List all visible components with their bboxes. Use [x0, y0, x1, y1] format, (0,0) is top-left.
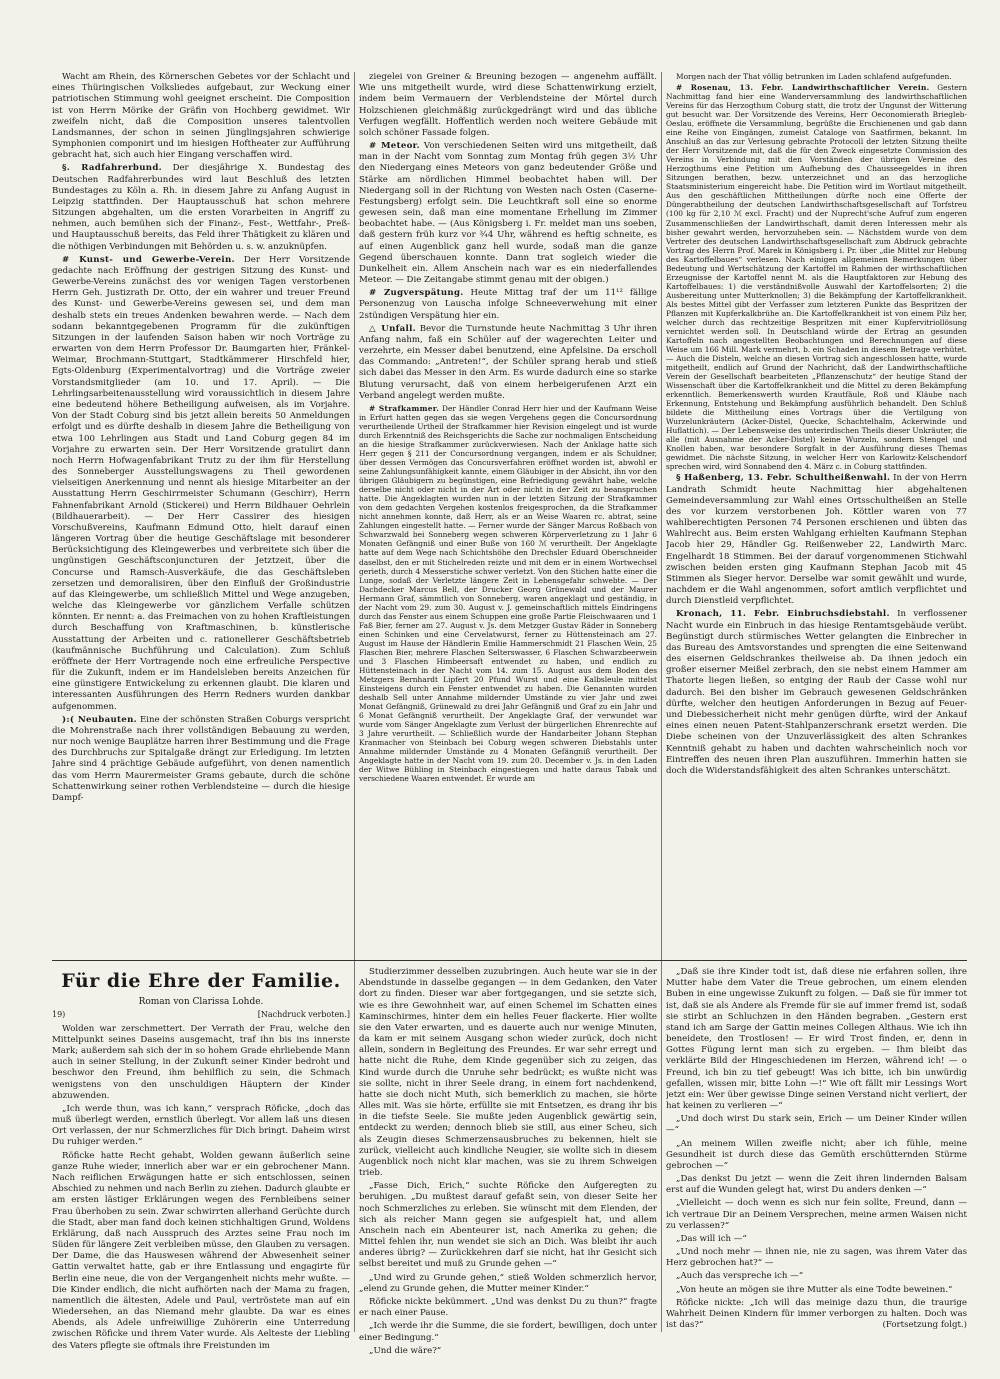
article-paragraph: Morgen nach der That völlig betrunken im Laden schlafend aufgefunden.: [676, 72, 952, 81]
novel-column-3: [666, 967, 967, 1362]
novel-column-2: [359, 967, 657, 1362]
novel-paragraph: Röficke nickte bekümmert. „Und was denkst Du zu thun?“ fragte er nach einer Pause.: [359, 1296, 657, 1319]
article-radfahrerbund: [52, 163, 350, 252]
novel-paragraph: „Von heute an mögen sie ihre Mutter als eine Todte beweinen.“: [676, 1284, 953, 1295]
article-heading: # Kunst- und Gewerbe-Verein.: [62, 254, 235, 265]
novel-paragraph: „Und noch mehr — ihnen nie, nie zu sagen, was ihrem Vater das Herz gebrochen hat?“ —: [666, 1247, 967, 1269]
article-text: Der Händler Conrad Herr hier und der Kaufmann Weise in Erfurt hatten gegen das sie wegen Vergehens gegen die Concursordnung verurtheilende Urtheil der Strafkammer hier Revision eingelegt und ist wurde durch Erkenntniß des Reichsgerichts die Sache zur nochmaligen Entscheidung an die hiesige Strafkammer zurückverwiesen. Nach der Anklage hatte sich Herr gegen § 211 der Concursordnung vergangen, indem er als Schuldner, über dessen Vermögen das Concursverfahren eröffnet worden ist, abwohl er seine Zahlungsunfähigkeit kannte, einem Gläubiger in der Absicht, ihn vor den übrigen Gläubigern zu begünstigen, eine Befriedigung gewährt habe, welche derselbe nicht oder nicht in der Art oder nicht in der Zeit zu beanspruchen hatte. Die Angeklagten wurden nun in der letzten Sitzung der Strafkammer von dem gedachten Vergehen kostenlos freigesprochen, da die Strafkammer nicht annehmen konnte, daß Herr, als er an Weise Waaren rc. abtrat, seine Zahlungen eingestellt hatte. — Ferner wurde der Sänger Marcus Roßbach von Schwarzwald bei Sonneberg wegen schweren Körperverletzung zu 1 Jahr 6 Monaten Gefängniß und einer Buße von 160 ℳ verurtheilt. Der Angeklagte hatte auf dem Wege nach Schichtshöhe den Drechsler Eduard Oberschneider daselbst, den er mit Stichelreden reizte und mit dem er in einem Wortwechsel gerieth, durch 4 Messerstiche schwer verletzt. Von den Stichen hatte einer die Lunge, sodaß der Verletzte längere Zeit in Lebensgefahr schwebte. — Der Dachdecker Marcus Bell, der Drucker Georg Grünewald und der Maurer Hermann Graf, sämmtlich von Sonneberg, waren angeklagt und geständig, in der Nacht vom 29. zum 30. August v. J. gemeinschaftlich mittels Eindringens durch das Fenster aus einem Schuppen eine große Partie Fleischwaaren und 1 Faß Bier, ferner am 27. August v. Js. dem Metzger Gustav Räder in Sonneberg einen Schinken und eine Cervelatwurst, ferner zu Hüttensteinach am 27. August im Hause der Händlerin Emilie Hammerschmidt 21 Flaschen Wein, 25 Flaschen Bier, mehrere Flaschen Selterswasser, 6 Flaschen Schwarzbeerwein und 3 Flaschen Himbeersaft entwendet zu haben, und endlich zu Hüttensteinach in der Nacht vom 14. zum 15. August aus dem Boden des Metzgers Bernhardt Lipfert 20 Pfund Wurst und eine Kalbsleule mittelst Einsteigens durch ein Fenster entwendet zu haben. Die Genannten wurden deshalb Sell unter Annahme mildernder Umstände zu vier Jahr und zwei Monat Gefängniß, Grünewald zu drei Jahr Gefängniß und Graf zu ein Jahr und 6 Monat Gefängniß verurtheilt. Der Angeklagte Graf, der verwundet war wurde vom Sänger Angeklagte zum Verlust der bürgerlichen Ehrenrechte auf 3 Jahre verurtheilt. — Schließlich wurde der Handarbeiter Johann Stephan Kranmacher von Steinbach bei Coburg wegen schweren Diebstahls unter Annahme mildernder Umstände zu 4 Monaten Gefängniß verurtheilt. Der Angeklagte hatte in der Nacht vom 19. zum 20. December v. Js. in den Laden der Witwe Bühling in Steinbach eingestiegen und hatte daraus Tabak und verschiedene Waaren entwendet. Er wurde am: [359, 403, 657, 784]
article-text: In der von Herrn Landrath Schmidt heute Nachmittag hier abgehaltenen Gemeindeversammlung zur Wahl eines Ortsschultheißen an Stelle des vor kurzem verstorbenen Joh. Köttler waren von 77 wahlberechtigten Personen 74 Personen erschienen und übten das Wahlrecht aus. Beim ersten Wahlgang erhielten Kaufmann Stephan Jacob hier 29, Händler Gg. Reißenweber 22, Landwirth Marc. Engelhardt 18 Stimmen. Bei der darauf vorgenommenen Stichwahl zwischen beiden ersten ging Kaufmann Stephan Jacob mit 45 Stimmen als Sieger hervor. Derselbe war somit gewählt und wurde, nachdem er die Wahl angenommen, sofort amtlich verpflichtet und durch Dienstleid verpflichtet.: [666, 473, 967, 607]
news-column-2: [359, 72, 657, 952]
news-column-3: [666, 72, 967, 952]
novel-paragraph: Wolden war zerschmettert. Der Verrath der Frau, welche den Mittelpunkt seines Daseins ausgemacht, traf ihn bis ins innerste Mark; außerdem sah sich der in so hohem Grade ehrliebende Mann auch in seiner Stellung, in der Zukunft seiner Kinder bedroht und beschwor den Freund, ihm behilflich zu sein, die Schmach wenigstens von den unschuldigen Häuptern der Kinder abzuwenden.: [52, 1023, 350, 1101]
novel-paragraph: „Auch das verspreche ich —“: [676, 1271, 804, 1282]
article-heading: # Rosenau, 13. Febr. Landwirthschaftlicher Verein.: [676, 83, 930, 93]
article-meteor: [359, 141, 657, 286]
article-zugverspaetung: [359, 288, 657, 322]
article-heading: §. Radfahrerbund.: [62, 163, 162, 174]
article-unfall: [359, 324, 657, 402]
article-hassenberg: [666, 473, 967, 607]
novel-author: Roman von Clarissa Lohde.: [138, 996, 264, 1007]
continuation-note: (Fortsetzung folgt.): [882, 1320, 967, 1331]
article-heading: # Zugverspätung.: [369, 288, 464, 299]
novel-paragraph: Röficke hatte Recht gehabt, Wolden gewann äußerlich seine ganze Ruhe wieder, innerlich aber war er ein gebrochener Mann. Nach reiflichen Erwägungen hatte er sich entschlossen, seinen Abschied zu nehmen und nach Berlin zu ziehen. Dadurch glaubte er am ersten lästiger Erklärungen wegen des Fernbleibens seiner Frau überhoben zu sein. Zwar schwirrten allerhand Gerüchte durch die Stadt, aber man fand doch keinen stichhaltigen Grund, Woldens Erklärung, daß nach Ausspruch des Arztes seine Frau noch im Süden für längere Zeit verbleiben müsse, den Glauben zu versagen. Der Dame, die das Hauswesen während der Abwesenheit seiner Gattin verwaltet hatte, gab er ihre Entlassung und engagirte für Berlin eine neue, die von der Vergangenheit nichts mehr wußte. — Die Kinder endlich, die nicht aufhörten nach der Mama zu fragen, namentlich die ältesten, Adele und Paul, vertröstete man auf ein Wiedersehen, an das Niemand mehr glaubte. Da war es eines Abends, als Adele unfreiwillige Zuhörerin eine Unterredung zwischen Röficke und ihrem Vater wurde. Als Aelteste der Liebling des Vaters pflegte sie oftmals ihre Freistunden im: [52, 1150, 350, 1351]
article-rosenau: [666, 83, 967, 471]
article-heading: △ Unfall.: [369, 323, 416, 334]
column-divider: [354, 72, 355, 1332]
article-heading: § Haßenberg, 13. Febr. Schultheißenwahl.: [676, 473, 891, 484]
novel-paragraph: „Das denkst Du jetzt — wenn die Zeit ihren lindernden Balsam erst auf die Wunden gelegt hat, wirst Du anders denken —“: [666, 1174, 967, 1196]
article-text: Heute Mittag traf der um 11¹² fällige Personenzug von Lauscha infolge Schneeverwehung mit einer 2stündigen Verspätung hier ein.: [359, 288, 657, 321]
reprint-notice: [Nachdruck verboten.]: [257, 1010, 350, 1020]
novel-text: Röficke nickte: „Ich will das meinige dazu thun, die traurige Wahrheit Deinen Kindern für immer verborgen zu halten. Doch was ist das?“: [666, 1297, 967, 1331]
article-text: Von verschiedenen Seiten wird uns mitgetheilt, daß man in der Nacht vom Sonntag zum Montag früh gegen 3½ Uhr den Niedergang eines Meteors von ganz bedeutender Größe und Stärke am nördlichen Himmel beobachtet haben will. Der Niedergang soll in der Richtung von Westen nach Osten (Caserne-Festungsberg) erfolgt sein. Die Leuchtkraft soll eine so enorme gewesen sein, daß man eine momentane Erhellung im Zimmer beobachtet habe. — (Aus Königsberg i. Fr. meldet man uns soeben, daß gestern früh kurz vor ¾4 Uhr, während es heftig schneite, es auf einen Augenblick ganz hell wurde, sodaß man die ganze Gegend überschauen konnte. Dann trat sogleich wieder die Dunkelheit ein. Allem Anschein nach war es ein niederfallendes Meteor. — Die Zeitangabe stimmt genau mit der obigen.): [359, 141, 657, 286]
article-kunstverein: [52, 255, 350, 713]
article-text: Gestern Nachmittag fand hier eine Wanderversammlung des landwirthschaftlichen Vereins für das Herzogthum Coburg statt, die trotz der Ungunst der Witterung gut besucht war. Der Vorsitzende des Vereins, Herr Oeconomierath Briegleb-Oeslau, eröffnete die Versammlung, begrüßte die Erschienenen und gab dann eine Reihe von Eingängen, zumeist Cataloge von Saatfirmen, bekannt. Im Anschluß an das zur Verlesung gebrachte Protocoll der letzten Sitzung theilte der Herr Vorsitzende mit, daß die für den Zweck eingesetzte Commission des Vereins in Verbindung mit den Vorständen der übrigen Vereine des Herzogthums eine Petition um Aufhebung des Chausseegeldes in ihren Sitzungen berathen, bezw. unterzeichnet und an das herzogliche Staatsministerium eingereicht habe. Die Petition wird im Wortlaut mitgetheilt. Aus den geschäftlichen Mittheilungen dürfte noch eine Offerte der Düngerabtheilung der deutschen Landwirthschaftsgesellschaft auf Torfstreu (100 kg für 2,10 ℳ excl. Fracht) und der Nuprecht'sche Aufruf zum engeren Zusammenschließen der Landwirthschaft, damit deren Interessen mehr als bisher gewahrt werden, hervorzuheben sein. — Nächstdem wurde von dem Vertreter des deutschen Landwirthschaftsgesellschaft zum Abdruck gebrachte Vortrag des Herrn Prof. Marek in Königsberg i. Pr. über „die Mittel zur Hebung des Kartoffelbaues“ verlesen. Nach einigen allgemeinen Bemerkungen über Bedeutung und Wertschätzung der Kartoffel im Rahmen der wirthschaftlichen Erzeugnisse der Kartoffel nennt M. als die Hauptfaktoren zur Hebung des Kartoffelbaues: 1) die verständnißvolle Auswahl der Kartoffelsorten; 2) die Ausbereitung unter Mutterknollen; 3) die Bekämpfung der Kartoffelkrankheit. Als bestes Mittel gibt der Verfasser zum letzteren Punkte das Bespritzen der Pflanzen mit Kupferkalkbrühe an. Die Kartoffelkrankheit ist von einem Pilz her, welcher durch das rechtzeitige Bespritzen mit einer Kupfervitriollösung vernichtet werden soll. In Deutschland würde der Ertrag an gesunden Kartoffeln nach angestellten Beobachtungen und Berechnungen auf diese Weise um 166 Mill. Mark vermehrt, b. ein Schaden in diesem Betrage verhütet. — Auch die Disteln, welche an diesen Vortrag sich angeschlossen hatte, wurde mitgetheilt, endlich auf Grund der Nachricht, daß der Landwirthschaftliche Verein der Gesellschaft bearbeiteten „Pflanzenschutz“ der heutige Stand der Wissenschaft über die Kartoffelkrankheit und die Mittel zu deren Bekämpfung erkenntlich. Bemerkenswerth wurden Krautfäule, Roß und Kläube nach Erkennung, Entstehung und Bekämpfung ausführlich behandelt. Den Schluß bildete die Mittheilung eines Vortrags über die Vertilgung von Wurzelunkräutern (Acker-Distel, Quecke, Schachtelhalm, Ackerwinde und Huflattich). — Der Lebensweise des unterirdischen Theils dieser Unkräuter, die alle (mit Ausnahme der Acker-Distel) keine Wurzeln, sondern Stengel und Knollen haben, war besondere Sorgfalt in der Ausführung dieses Themas gewidmet. Die nächste Sitzung, in welcher Herr von Karlowitz-Kelschendorf sprechen wird, wird Sonnabend den 4. März c. in Coburg stattfinden.: [666, 83, 967, 472]
article-paragraph: ziegelei von Greiner & Breuning bezogen — angenehm auffällt. Wie uns mitgetheilt wurde, wird diese Schattenwirkung erzielt, indem beim Vermauern der Verblendsteine der Mörtel durch Holzschienen gleichmäßig zurückgedrängt wird und das übliche Verfugen wegfällt. Hoffentlich werden noch weitere Gebäude mit solch schöner Fassade folgen.: [359, 72, 657, 138]
article-paragraph: Wacht am Rhein, des Körnerschen Gebetes vor der Schlacht und eines Thüringischen Volksliedes aufgebaut, zur Weckung einer patriotischen Stimmung wohl geeignet erscheint. Die Composition ist von Herrn Mörike der Gräfin von Hochberg gewidmet. Wir zweifeln nicht, daß die Composition unseres talentvollen Landsmannes, der schon in seinen Jünglingsjahren schwierige Symphonien componirt und im hiesigen Hoftheater zur Aufführung gebracht hat, sich auch hier Eingang verschaffen wird.: [52, 72, 350, 161]
article-text: Der Herr Vorsitzende gedachte nach Eröffnung der gestrigen Sitzung des Kunst- und Gewerbe-Vereins zunächst des vor wenigen Tagen verstorbenen Herrn Geh. Justizrath Dr. Otto, der ein wahrer und treuer Freund des Kunst- und Gewerbe-Vereins gewesen sei, und dem man deshalb stets ein treues Andenken bewahren werde. — Nach dem sodann bekanntgegebenen Programm für die zukünftigen Sitzungen in der laufenden Saison haben wir noch Vorträge zu erwarten von dem Herrn Professor Dr. Baumgarten hier, Fränkel-Weimar, Brochmann-Stuttgart, Stadtkämmerer Hirschfeld hier, Egts-Oldenburg (Experimentalvortrag) und die Vorträge zweier Vorstandsmitglieder (am 10. und 17. April). — Die Lehrlingsarbeitenausstellung wird voraussichtlich in diesem Jahre eine bedeutend höhere Betheiligung aufweisen, als im Vorjahre. Von der Stadt Coburg sind bis jetzt allein bereits 50 Anmeldungen erfolgt und es dürfte deshalb in diesem Jahre die Betheiligung von etwa 100 Lehrlingen aus Stadt und Land Coburg gegen 84 im Vorjahre zu erwarten sein. Der Herr Vorsitzende gratulirt dann noch Herrn Hofwagenfabrikant Trutz zu der ihm für Herstellung des Sonneberger Ausstellungswagens zu Theil gewordenen vielseitigen Anerkennung und nennt als hiesige Mitarbeiter an der Ausstattung Herrn Geschirrmeister Schumann (Geschirr), Herrn Fahnenfabrikant Arnold (Stickerei) und Herrn Bildhauer Oehrlein (Bildhauerarbeit). — Der Herr Cassirer des hiesigen Vorschußvereins, Kaufmann Edmund Otto, hielt darauf einen längeren Vortrag über die heutige Geschäftslage mit besonderer Berücksichtigung des Kleingewerbes und verbreitete sich über die ungünstigen Geschäftsconjuncturen der Jetztzeit, über die Concurse und Ramsch-Ausverkäufe, die das Geschäftsleben zersetzen und demoralisiren, über den Einfluß der Großindustrie auf das Kleingewerbe, um schließlich Mittel und Wege anzugeben, welche das Kleingewerbe vor gänzlichem Verfalle schützen könnten. Er nennt: a. das Freimachen von zu hohen Kraftleistungen durch Beschaffung von Kraftmaschinen, b. künstlerische Ausstattung der Arbeiten und c. rationellerer Geschäftsbetrieb (kaufmännische Buchführung und Calculation). Zum Schluß eröffnete der Herr Vortragende noch eine erfreuliche Perspective für die Zukunft, indem er im Handelsleben bereits Anzeichen für eine günstigere Entwickelung zu erkennen glaubt. Die klaren und interessanten Ausführungen des Herrn Redners wurden dankbar aufgenommen.: [52, 254, 350, 712]
newspaper-page: [52, 72, 967, 1362]
novel-paragraph: „An meinem Willen zweifle nicht; aber ich fühle, meine Gesundheit ist durch diese das Gemüth erschütternden Stürme gebrochen —“: [666, 1138, 967, 1171]
novel-paragraph: „Vielleicht — doch wenn es sich nur fein sollte, Freund, dann — ich vertraue Dir an Deinem Versprechen, meine armen Waisen nicht zu verlassen?“: [666, 1198, 967, 1231]
novel-paragraph: „Ich werde ihr die Summe, die sie fordert, bewilligen, doch unter einer Bedingung.“: [359, 1321, 657, 1343]
article-strafkammer: [359, 404, 657, 783]
novel-title: Für die Ehre der Familie.: [61, 970, 341, 992]
novel-paragraph: „Und wird zu Grunde gehen,“ stieß Wolden schmerzlich hervor, „elend zu Grunde gehen, die Mutter meiner Kinder.“: [359, 1272, 657, 1294]
column-divider: [661, 72, 662, 1332]
novel-paragraph: „Und die wäre?“: [369, 1345, 442, 1356]
novel-paragraph: Studierzimmer desselben zuzubringen. Auch heute war sie in der Abendstunde in dasselbe gegangen — in dem Gedanken, den Vater dort zu finden. Dieser war aber fortgegangen, und sie setzte sich, wie es ihre Gewohnheit war, auf einen Schemel im Schatten eines Kaminschirmes, hinter dem ein helles Feuer flackerte. Hier wollte sie den Vater erwarten, und es dauerte auch nur wenige Minuten, da kam er mit seinem Ausgang schon wieder zurück, doch nicht allein, sondern in Begleitung des Freundes. Er war sehr erregt und hatte nicht die Ruhe, dem Kinde gegenüber sich zu zeigen, das Kind wurde durch die Unruhe sehr bedrückt; es wußte nicht was sie sollte, nicht in ihrer Seele drang, in einem fort nachdenkend, hatte sie doch nicht Muth, sich bemerklich zu machen, sie hörte Alles mit. Was sie hörte, erfüllte sie mit Entsetzen, es drang ihr bis in die tiefste Seele. Sie mußte jeden Augenblick gewärtig sein, entdeckt zu werden; dennoch blieb sie still, aus einer Scheu, sich als Zeugin dieses Schmerzensausbruches zu bekennen, hielt sie zurück, vielleicht auch kindliche Neugier, sie wollte sich in diesem Augenblick noch nicht klar machen, was sie zu ihrem Schweigen trieb.: [359, 967, 657, 1179]
article-heading: Kronach, 11. Febr. Einbruchsdiebstahl.: [676, 609, 890, 620]
article-text: In verflossener Nacht wurde ein Einbruch in das hiesige Rentamtsgebäude verübt. Begünstigt durch stürmisches Wetter gelangten die Einbrecher in das Bureau des Amtsvorstandes und sprengten die eine Seitenwand des eisernen Geldschrankes theilweise ab. Da ihnen jedoch ein großer eiserner Meißel zerbrach, den sie nebst einem Hammer am Thatorte liegen ließen, so entging der Raub der Casse wohl nur dadurch. Bei den bisher im Gebrauch gewesenen Geldschränken dürfte, welcher den heutigen Anforderungen in Bezug auf Feuer- und Diebessicherheit nicht mehr genügen dürfte, wird der Ankauf eines einen neuen Patent-Stahlpanzerschrank ersetzt werden. Die Diebe scheinen von der Unzuverlässigkeit des alten Schrankes Kenntniß gehabt zu haben und dachten wahrscheinlich noch vor Eintreffen des neuen ihren Plan auszuführen. Immerhin hatten sie doch die Widerstandsfähigkeit des alten Schrankes unterschätzt.: [666, 609, 967, 776]
article-heading: # Meteor.: [369, 141, 420, 152]
novel-column-1: [52, 967, 350, 1362]
article-text: Eine der schönsten Straßen Coburgs verspricht die Mohrenstraße nach ihrer vollständigen Bebauung zu werden, nur noch wenige Bauplätze harren ihrer Bestimmung und die Frage des Durchbruchs zur Spitalgaße drängt zur Erledigung. Im letzten Jahre sind 4 prächtige Gebäude aufgeführt, von denen namentlich das vom Herrn Maurermeister Grams gebaute, durch die schöne Schattenwirkung seiner rothen Verblendsteine — durch die hiesige Dampf-: [52, 714, 350, 803]
novel-paragraph: „Daß sie ihre Kinder todt ist, daß diese nie erfahren sollen, ihre Mutter habe dem Vater die Treue gebrochen, um einem elenden Buben in eine ungewisse Zukunft zu folgen. — Daß sie für immer tot ist, daß sie als Andere als Fremde für sie auf immer fremd ist, sodaß sie stirbt an Schluchzen in den Händen begraben. „Gestern erst stand ich am Sarge der Gattin meines Collegen Althaus. Wie ich ihn beneidete, den Trostlosen! — Er wird Trost finden, er, denn in Gottes Fügung lernt man sich zu ergeben. — Ihm bleibt das verklärte Bild der Hingeschiedenen im Herzen, während ich! — o Freund, ich bin zu tief gebeugt! Was ich bitte, ich bin unwürdig gefallen, wissen mir, bitte Lohn —!“ Wie oft fällt mir Lessings Wort jetzt ein: Wer über gewisse Dinge seinen Verstand nicht verliert, der hat keinen zu verlieren —“: [666, 967, 967, 1112]
novel-meta: [52, 1010, 350, 1020]
novel-paragraph: „Das will ich —“: [676, 1233, 747, 1244]
news-column-1: [52, 72, 350, 952]
article-heading: # Strafkammer.: [369, 403, 440, 413]
novel-paragraph: „Und doch wirst Du stark sein, Erich — um Deiner Kinder willen —“: [666, 1114, 967, 1136]
novel-paragraph: „Fasse Dich, Erich,“ suchte Röficke den Aufgeregten zu beruhigen. „Du mußtest darauf gefaßt sein, von dieser Seite her noch Schmerzliches zu erleben. Sie wünscht mit dem Elenden, der sich als reicher Mann gegen sie aufgespielt hat, und allem Anschein nach ein Abenteurer ist, nach Amerika zu gehen; die Mittel fehlen ihr, nun wendet sie sich an Dich. Was bleibt ihr auch anderes übrig? — Zurückkehren darf sie nicht, hat ihr Gesicht sich selbst bereitet und muß zu Grunde gehen —“: [359, 1181, 657, 1270]
novel-paragraph: [666, 1298, 967, 1332]
feuilleton-divider: [52, 960, 967, 961]
article-text: Bevor die Turnstunde heute Nachmittag 3 Uhr ihren Anfang nahm, faß ein Schüler auf der wagerechten Leiter und verzehrte, ein Messer dabei benutzend, eine Apfelsine. Da erscholl das Commando: „Antreten!“, der Schüler sprang herab und stieß sich dabei das Messer in den Arm. Es wurde dadurch eine so starke Blutung verursacht, daß von einem herbeigerufenen Arzt ein Verband angelegt werden mußte.: [359, 323, 657, 401]
installment-number: 19): [52, 1010, 66, 1020]
article-kronach: [666, 609, 967, 777]
novel-paragraph: „Ich werde thun, was ich kann,“ versprach Röficke, „doch das muß überlegt werden, ernstlich überlegt. Vor allem laß uns diesen Ort verlassen, der nur Schmerzliches für Dich bringt. Daheim wirst Du ruhiger werden.“: [52, 1103, 350, 1148]
article-text: Der diesjährige X. Bundestag des Deutschen Radfahrerbundes wird laut Beschluß des letzten Bundestages zu Köln a. Rh. in diesem Jahre zu Anfang August in Leipzig stattfinden. Der Hauptausschuß hat schon mehrere Sitzungen abgehalten, um die ersten Vorarbeiten in Angriff zu nehmen, auch bemühen sich der Finanz-, Fest-, Wettfahr-, Preß- und Hauptausschuß bereits, das Feld ihrer Thätigkeit zu klären und die nöthigen Verbindungen mit Behörden u. s. w. anzuknüpfen.: [52, 163, 350, 252]
article-heading: ):( Neubauten.: [62, 714, 137, 725]
article-neubauten: [52, 715, 350, 804]
